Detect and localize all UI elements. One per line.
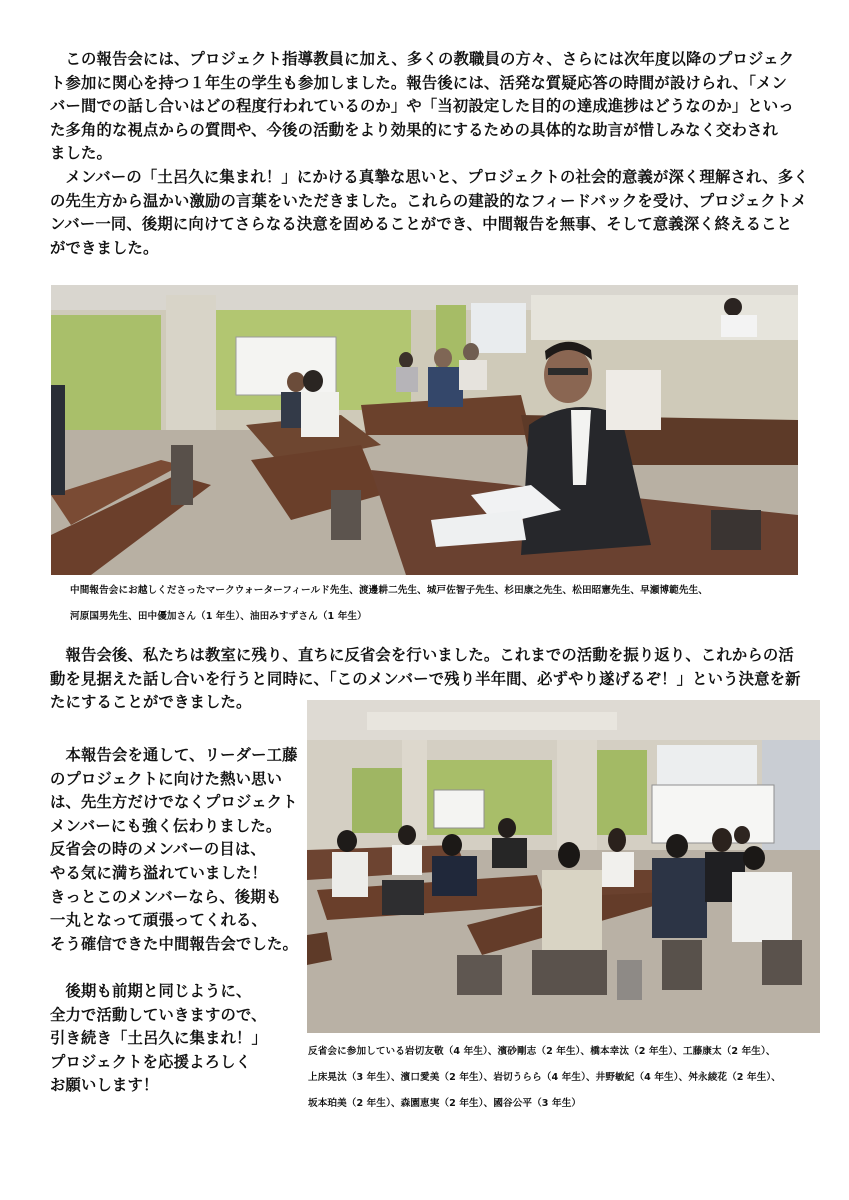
closing-line: きっとこのメンバーなら、後期も [50, 887, 282, 906]
closing-line: は、先生方だけでなくプロジェクト [50, 793, 298, 812]
photo1-caption-line: 中間報告会にお越しくださったマークウォーターフィールド先生、渡邊耕二先生、城戸佐智子先生、杉田康之先生、松田昭憲先生、早瀬博範先生、 [70, 585, 708, 596]
intro-line: バー間での話し合いはどの程度行われているのか」や「当初設定した目的の達成進捗はどうなのか」といっ [50, 97, 794, 116]
reflection-line: たにすることができました。 [50, 693, 252, 712]
closing-message [50, 744, 310, 1098]
closing-line: 後期も前期と同じように、 [50, 981, 252, 1000]
closing-line: やる気に満ち溢れていました！ [50, 863, 267, 882]
closing-line: 一丸となって頑張ってくれる、 [50, 911, 267, 930]
photo2-caption-line: 坂本珀美（2 年生）、森園恵実（2 年生）、國谷公平（3 年生） [308, 1098, 582, 1109]
closing-line: 引き続き「土呂久に集まれ！」 [50, 1029, 267, 1048]
intro-line: ト参加に関心を持つ１年生の学生も参加しました。報告後には、活発な質疑応答の時間が設けられ、「メン [50, 73, 788, 92]
closing-line: メンバーにも強く伝わりました。 [50, 816, 282, 835]
closing-line: お願いします！ [50, 1076, 159, 1095]
intro-line: た多角的な視点からの質問や、今後の活動をより効果的にするための具体的な助言が惜しみなく交わされ [50, 120, 779, 139]
closing-line: 反省会の時のメンバーの目は、 [50, 840, 266, 859]
closing-line: そう確信できた中間報告会でした。 [50, 934, 298, 953]
closing-line: 本報告会を通して、リーダー工藤 [50, 746, 298, 764]
intro-line: ンバー一同、後期に向けてさらなる決意を固めることができ、中間報告を無事、そして意義深く終えること [50, 215, 793, 234]
closing-line: プロジェクトを応援よろしく [50, 1052, 252, 1071]
closing-blank-line [50, 956, 310, 980]
reflection-meeting-photo [307, 700, 820, 1033]
intro-paragraph [50, 48, 809, 260]
photo2-caption-line: 上床晃汰（3 年生）、濱口愛美（2 年生）、岩切うらら（4 年生）、井野敏紀（4 年生）、舛永綾花（2 年生）、 [308, 1072, 781, 1083]
reflection-line: 報告会後、私たちは教室に残り、直ちに反省会を行いました。これまでの活動を振り返り、これからの活 [50, 646, 794, 664]
intro-line: ができました。 [50, 238, 159, 257]
report-meeting-photo [51, 285, 798, 575]
intro-line: ました。 [50, 144, 112, 163]
photo1-caption-line: 河原国男先生、田中優加さん（1 年生）、油田みすずさん（1 年生） [70, 611, 367, 622]
closing-line: のプロジェクトに向けた熱い思い [50, 769, 283, 788]
photo2-caption-line: 反省会に参加している岩切友敬（4 年生）、濱砂剛志（2 年生）、橋本幸汰（2 年生）、工藤康太（2 年生）、 [308, 1046, 776, 1057]
intro-line: メンバーの「土呂久に集まれ！」にかける真摯な思いと、プロジェクトの社会的意義が深く理解され、多く [50, 167, 809, 186]
intro-line: この報告会には、プロジェクト指導教員に加え、多くの教職員の方々、さらには次年度以降のプロジェク [50, 50, 795, 68]
closing-line: 全力で活動していきますので、 [50, 1005, 267, 1024]
reflection-line: 動を見据えた話し合いを行うと同時に、「このメンバーで残り半年間、必ずやり遂げるぞ！」という決意を新 [50, 669, 801, 688]
intro-line: の先生方から温かい激励の言葉をいただきました。これらの建設的なフィードバックを受け、プロジェクトメ [50, 191, 807, 210]
